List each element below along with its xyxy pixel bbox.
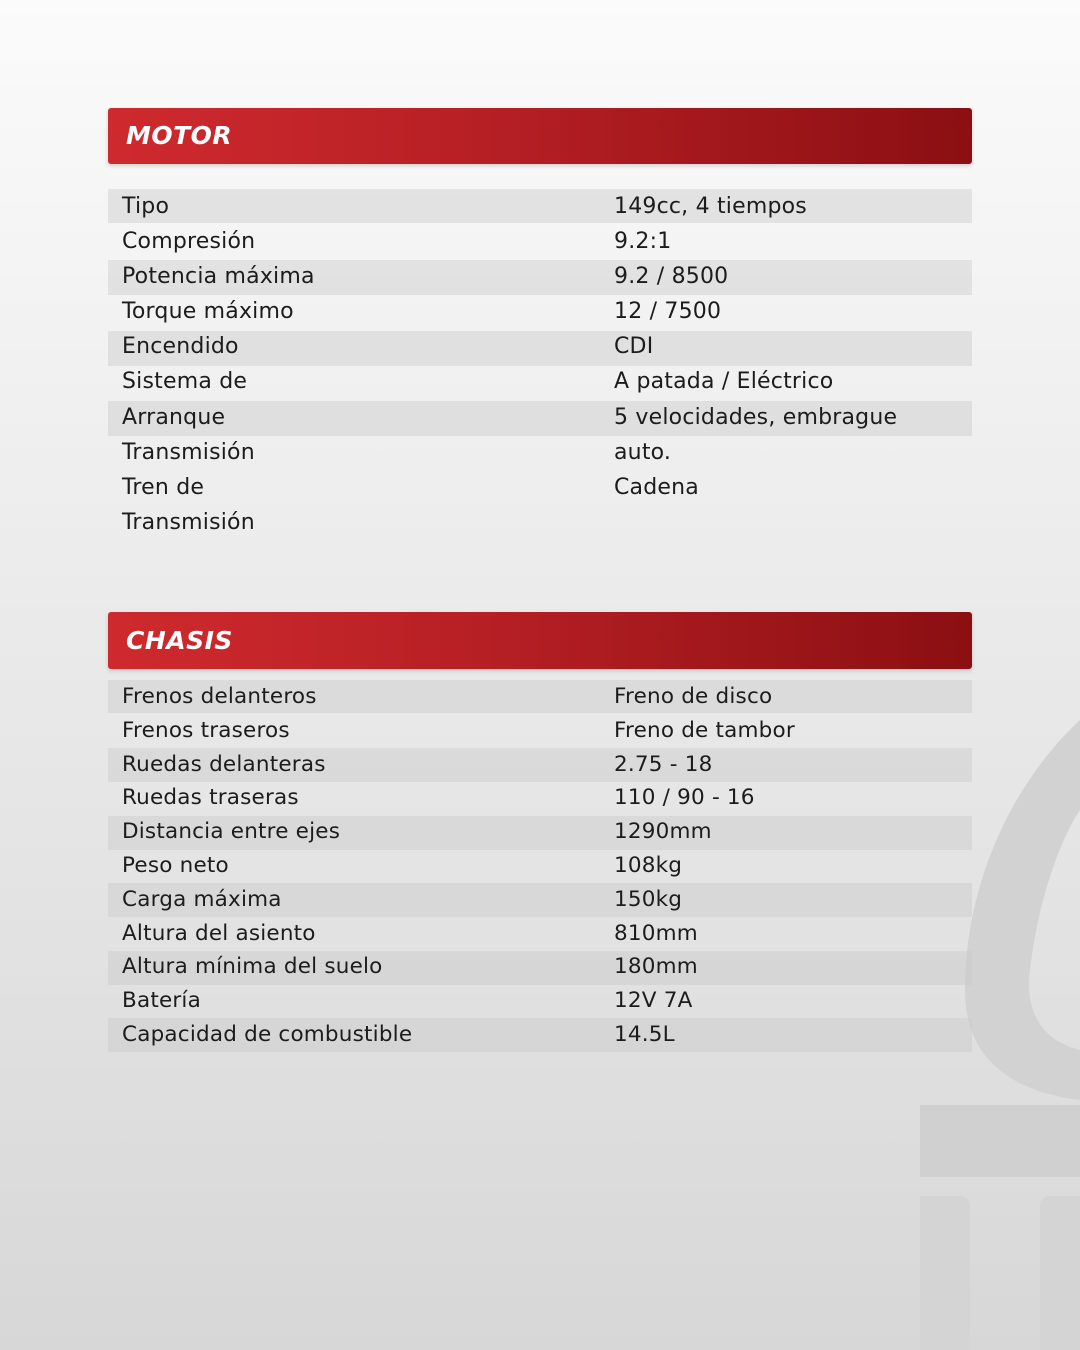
spec-label: Ruedas delanteras xyxy=(122,751,326,777)
spec-label: Tipo xyxy=(122,194,170,219)
spec-value: auto. xyxy=(614,439,672,465)
spec-value: 9.2:1 xyxy=(614,229,672,255)
motor-labels-column xyxy=(122,189,592,540)
spec-value: Freno de disco xyxy=(614,684,773,709)
spec-value: 12 / 7500 xyxy=(614,299,722,325)
chasis-labels-column xyxy=(122,680,592,1052)
spec-label: Capacidad de combustible xyxy=(122,1021,413,1047)
spec-label: Batería xyxy=(122,988,201,1014)
spec-label: Frenos traseros xyxy=(122,717,290,743)
spec-value: 14.5L xyxy=(614,1021,675,1047)
spec-label: Peso neto xyxy=(122,852,229,878)
spec-value: A patada / Eléctrico xyxy=(614,369,834,395)
spec-label: Ruedas traseras xyxy=(122,785,299,811)
spec-value: 1290mm xyxy=(614,819,712,845)
spec-label: Distancia entre ejes xyxy=(122,819,341,845)
spec-value: 810mm xyxy=(614,920,698,946)
spec-label: Arranque xyxy=(122,404,226,430)
spec-label: Carga máxima xyxy=(122,886,282,912)
spec-label: Transmisión xyxy=(122,439,255,465)
spec-label: Altura del asiento xyxy=(122,920,316,946)
spec-label: Tren de xyxy=(122,474,205,500)
spec-label: Frenos delanteros xyxy=(122,684,317,709)
spec-value: 150kg xyxy=(614,886,683,912)
chasis-section-header xyxy=(108,612,972,669)
chasis-values-column xyxy=(614,680,964,1052)
spec-label: Torque máximo xyxy=(122,299,294,325)
spec-value: 180mm xyxy=(614,954,698,980)
spec-value: 9.2 / 8500 xyxy=(614,264,729,290)
chasis-section-title: CHASIS xyxy=(126,626,233,655)
spec-label: Altura mínima del suelo xyxy=(122,954,383,980)
spec-value: 110 / 90 - 16 xyxy=(614,785,755,811)
spec-value: CDI xyxy=(614,334,654,360)
spec-value: 149cc, 4 tiempos xyxy=(614,194,807,219)
motor-section-header xyxy=(108,108,972,164)
spec-value: Freno de tambor xyxy=(614,717,795,743)
motor-values-column xyxy=(614,189,964,505)
spec-value: 5 velocidades, embrague xyxy=(614,404,898,430)
spec-label: Encendido xyxy=(122,334,239,360)
spec-value: 2.75 - 18 xyxy=(614,751,713,777)
motor-section-title: MOTOR xyxy=(126,121,233,150)
spec-label: Transmisión xyxy=(122,509,255,535)
spec-label: Sistema de xyxy=(122,369,248,395)
spec-value: 12V 7A xyxy=(614,988,693,1014)
spec-value: Cadena xyxy=(614,474,699,500)
spec-value: 108kg xyxy=(614,852,683,878)
spec-label: Potencia máxima xyxy=(122,264,315,290)
spec-label: Compresión xyxy=(122,229,256,255)
